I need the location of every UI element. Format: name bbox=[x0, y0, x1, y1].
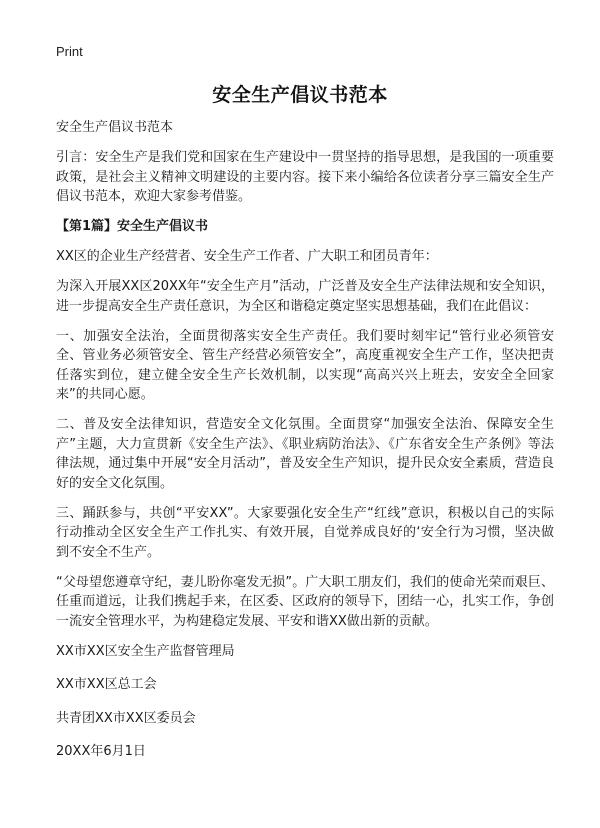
paragraph-1: 为深入开展XX区20XX年“安全生产月”活动，广泛普及安全生产法律法规和安全知识，进一步提高安全生产责任意识，为全区和谐稳定奠定坚实思想基础，我们在此倡议： bbox=[56, 279, 554, 314]
paragraph-5: “父母望您遵章守纪，妻儿盼你毫发无损”。广大职工朋友们，我们的使命光荣而艰巨、任重而道远，让我们携起手来，在区委、区政府的领导下，团结一心，扎实工作，争创一流安全管理水平，为构建稳定发展、平安和谐XX做出新的贡献。 bbox=[56, 574, 554, 629]
section-heading: 【第1篇】安全生产倡议书 bbox=[56, 219, 209, 234]
signatory-3: 共青团XX市XX区委员会 bbox=[56, 710, 196, 726]
print-link[interactable]: Print bbox=[56, 44, 83, 59]
article-body bbox=[56, 118, 554, 772]
article-subtitle: 安全生产倡议书范本 bbox=[56, 120, 174, 135]
paragraph-4: 三、踊跃参与，共创“平安XX”。大家要强化安全生产“红线”意识，积极以自己的实际行动推动全区安全生产工作扎实、有效开展，自觉养成良好的‘安全行为习惯，坚决做到不安全不生产。 bbox=[56, 505, 554, 560]
article-intro: 引言：安全生产是我们党和国家在生产建设中一贯坚持的指导思想，是我国的一项重要政策，是社会主义精神文明建设的主要内容。接下来小编给各位读者分享三篇安全生产倡议书范本，欢迎大家参考借鉴。 bbox=[56, 150, 554, 204]
paragraph-2: 一、加强安全法治，全面贯彻落实安全生产责任。我们要时刻牢记“管行业必须管安全、管业务必须管安全、管生产经营必须管安全”，高度重视安全生产工作，坚决把责任落实到位，建立健全安全生产长效机制，以实现“高高兴兴上班去，安安全全回家来”的共同心愿。 bbox=[56, 328, 554, 402]
page-title: 安全生产倡议书范本 bbox=[212, 84, 388, 106]
signatory-1: XX市XX区安全生产监督管理局 bbox=[56, 643, 235, 659]
signatory-2: XX市XX区总工会 bbox=[56, 677, 157, 692]
document-date: 20XX年6月1日 bbox=[56, 744, 146, 759]
salutation: XX区的企业生产经营者、安全生产工作者、广大职工和团员青年： bbox=[56, 249, 438, 264]
paragraph-3: 二、普及安全法律知识，营造安全文化氛围。全面贯穿“加强安全法治、保障安全生产”主题，大力宣贯新《安全生产法》、《职业病防治法》、《广东省安全生产条例》等法律法规，通过集中开展“安全月活动”，普及安全生产知识，提升民众安全素质，营造良好的安全文化氛围。 bbox=[56, 417, 554, 491]
